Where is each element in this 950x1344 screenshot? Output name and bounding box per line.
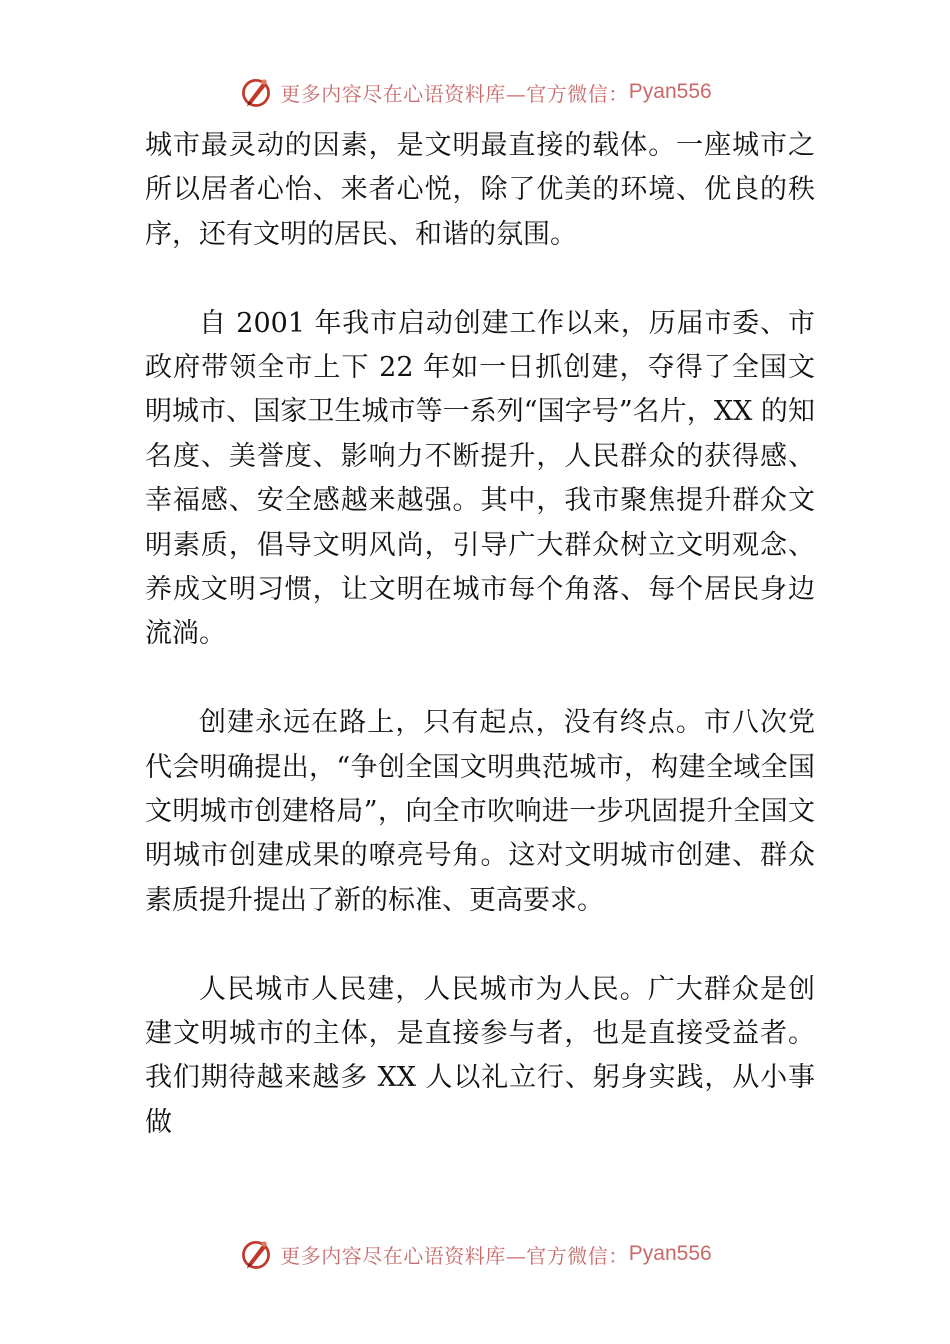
footer-watermark <box>0 1234 950 1274</box>
watermark-wechat-id: Pyan556 <box>628 80 712 103</box>
watermark-text: 更多内容尽在心语资料库—官方微信： <box>280 81 629 106</box>
paragraph: 城市最灵动的因素，是文明最直接的载体。一座城市之所以居者心怡、来者心悦，除了优美的环境、优良的秩序，还有文明的居民、和谐的氛围。 <box>145 130 815 250</box>
pen-logo-icon <box>238 1236 274 1272</box>
header-watermark <box>0 72 950 112</box>
pen-logo-icon <box>238 74 274 110</box>
paragraph: 创建永远在路上，只有起点，没有终点。市八次党代会明确提出，“争创全国文明典范城市，构建全域全国文明城市创建格局”，向全市吹响进一步巩固提升全国文明城市创建成果的嘹亮号角。这对文明城市创建、群众素质提升提出了新的标准、更高要求。 <box>145 707 815 916</box>
document-body <box>145 124 815 1145</box>
watermark-text: 更多内容尽在心语资料库—官方微信： <box>280 1243 629 1268</box>
paragraph: 人民城市人民建，人民城市为人民。广大群众是创建文明城市的主体，是直接参与者，也是直接受益者。我们期待越来越多 XX 人以礼立行、躬身实践，从小事做 <box>145 973 815 1138</box>
paragraph: 自 2001 年我市启动创建工作以来，历届市委、市政府带领全市上下 22 年如一日抓创建，夺得了全国文明城市、国家卫生城市等一系列“国字号”名片，XX 的知名度、美誉度、影响力不断提升，人民群众的获得感、幸福感、安全感越来越强。其中，我市聚焦提升群众文明素质，倡导文明风尚，引导广大群众树立文明观念、养成文明习惯，让文明在城市每个角落、每个居民身边流淌。 <box>145 307 815 650</box>
watermark-wechat-id: Pyan556 <box>628 1242 712 1265</box>
